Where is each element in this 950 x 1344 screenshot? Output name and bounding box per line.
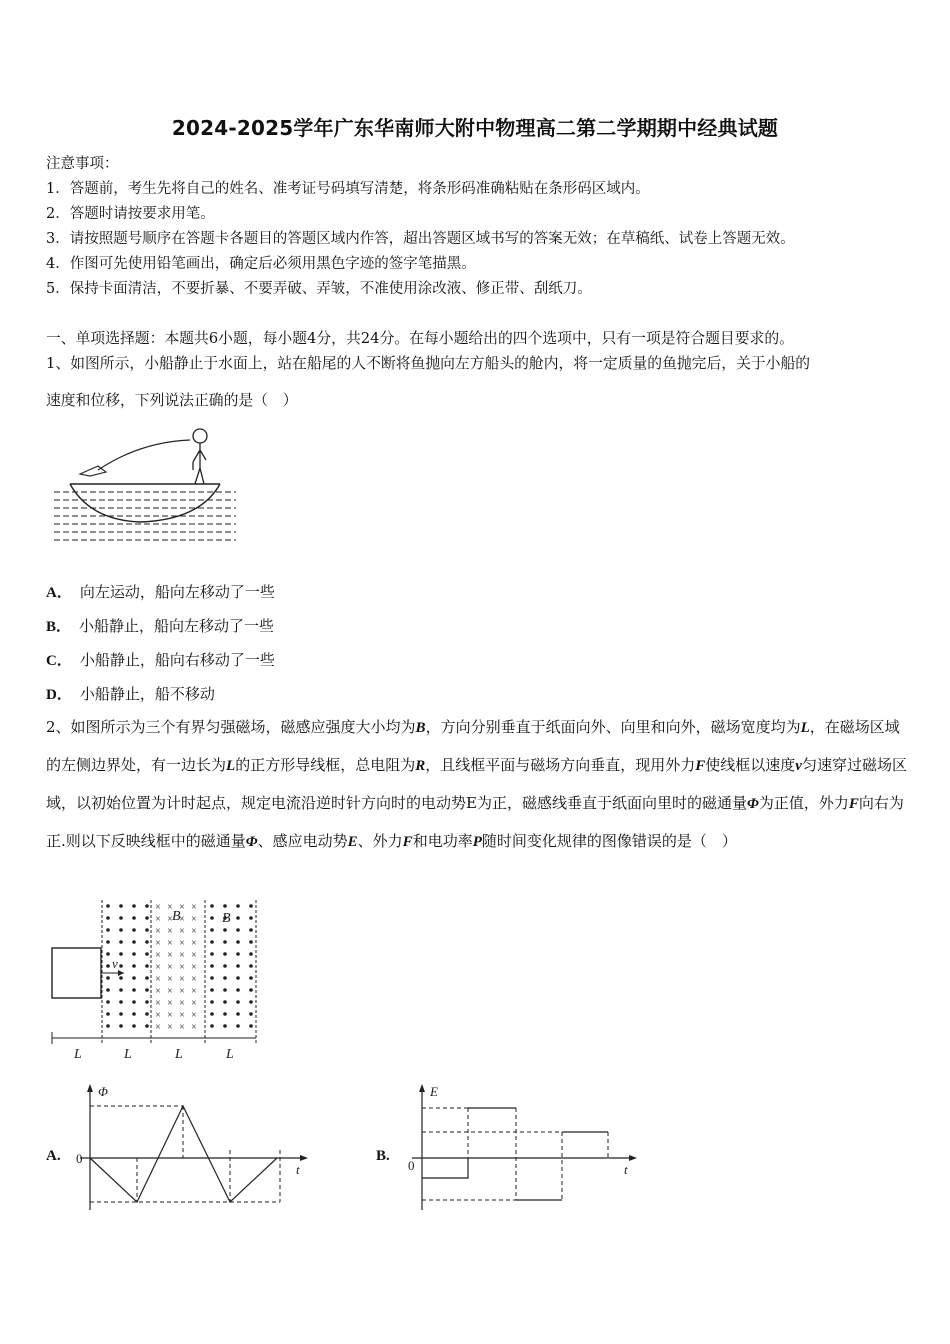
field-dot bbox=[119, 1012, 123, 1016]
field-dot bbox=[236, 1024, 240, 1028]
graph-b-origin: 0 bbox=[408, 1158, 415, 1173]
q2-text: ，在磁场区域的左侧边界处，有一边长为 bbox=[46, 718, 900, 774]
field-dot bbox=[119, 1000, 123, 1004]
option-text: 小船静止，船向右移动了一些 bbox=[79, 651, 275, 669]
field-cross: × bbox=[167, 902, 173, 913]
field-cross: × bbox=[179, 926, 185, 937]
field-cross: × bbox=[179, 962, 185, 973]
field-dot bbox=[119, 940, 123, 944]
field-dot bbox=[249, 988, 253, 992]
field-dot bbox=[106, 904, 110, 908]
field-dot bbox=[145, 1000, 149, 1004]
option-text: 小船静止，船不移动 bbox=[79, 685, 215, 703]
field-dot bbox=[223, 976, 227, 980]
velocity-label: v bbox=[112, 956, 118, 971]
q2-var: Φ bbox=[746, 796, 759, 812]
field-cross: × bbox=[155, 998, 161, 1009]
field-dot bbox=[106, 928, 110, 932]
q1-option-d bbox=[46, 683, 215, 704]
field-cross: × bbox=[167, 914, 173, 925]
q2-var: L bbox=[226, 758, 236, 774]
q2-var: Φ bbox=[245, 834, 258, 850]
field-cross: × bbox=[155, 974, 161, 985]
field-dot bbox=[106, 1012, 110, 1016]
field-cross: × bbox=[167, 938, 173, 949]
q2-var: R bbox=[415, 758, 426, 774]
field-dot bbox=[119, 928, 123, 932]
field-dot bbox=[145, 964, 149, 968]
field-dot bbox=[210, 1000, 214, 1004]
field-dot bbox=[145, 1024, 149, 1028]
q2-text: 随时间变化规律的图像错误的是（ ） bbox=[481, 832, 737, 850]
option-letter: B． bbox=[46, 619, 72, 635]
field-dot bbox=[223, 988, 227, 992]
field-dot bbox=[210, 904, 214, 908]
field-dot bbox=[236, 928, 240, 932]
field-dot bbox=[132, 940, 136, 944]
q2-var: E bbox=[347, 834, 358, 850]
field-dot bbox=[249, 964, 253, 968]
field-dot bbox=[249, 1024, 253, 1028]
field-dot bbox=[132, 964, 136, 968]
field-cross: × bbox=[179, 998, 185, 1009]
width-label-2: L bbox=[124, 1047, 132, 1062]
field-dots-out-2 bbox=[210, 904, 253, 1028]
q1-stem-line2: 速度和位移，下列说法正确的是（ ） bbox=[46, 392, 298, 409]
width-label-1: L bbox=[74, 1047, 82, 1062]
q2-text: 的正方形导线框，总电阻为 bbox=[235, 756, 416, 774]
field-dot bbox=[249, 1012, 253, 1016]
option-letter: D． bbox=[46, 687, 72, 703]
graph-a-xlabel: t bbox=[296, 1162, 300, 1177]
field-cross: × bbox=[167, 986, 173, 997]
field-cross: × bbox=[155, 962, 161, 973]
q2-stem bbox=[46, 709, 908, 861]
field-dot bbox=[132, 988, 136, 992]
field-dot bbox=[236, 940, 240, 944]
q2-var: B bbox=[415, 720, 426, 736]
field-dot bbox=[236, 964, 240, 968]
q2-text: 匀速穿过磁场区域，以初始位置为计时起点，规定电流沿逆时针方向时的电动势E为正，磁感线垂直于纸面向里时的磁通量 bbox=[46, 756, 907, 812]
graph-b-ylabel: E bbox=[430, 1084, 438, 1099]
field-cross: × bbox=[179, 950, 185, 961]
graph-a-origin: 0 bbox=[76, 1151, 83, 1166]
field-cross: × bbox=[167, 998, 173, 1009]
field-dot bbox=[223, 1024, 227, 1028]
field-cross: × bbox=[191, 974, 197, 985]
notice-item-4: 4．作图可先使用铅笔画出，确定后必须用黑色字迹的签字笔描黑。 bbox=[46, 256, 476, 272]
width-label-3: L bbox=[175, 1047, 183, 1062]
field-dot bbox=[132, 1024, 136, 1028]
notice-heading: 注意事项： bbox=[46, 156, 119, 172]
field-cross: × bbox=[155, 938, 161, 949]
graph-a-ylabel: Φ bbox=[98, 1084, 108, 1099]
field-dot bbox=[145, 976, 149, 980]
field-cross: × bbox=[155, 1010, 161, 1021]
field-dot bbox=[236, 1000, 240, 1004]
field-cross: × bbox=[191, 950, 197, 961]
field-dot bbox=[145, 940, 149, 944]
field-cross: × bbox=[167, 962, 173, 973]
field-cross: × bbox=[191, 962, 197, 973]
field-cross: × bbox=[179, 974, 185, 985]
q2-var: P bbox=[472, 834, 482, 850]
q2-text: ，方向分别垂直于纸面向外、向里和向外，磁场宽度均为 bbox=[425, 718, 801, 736]
field-cross: × bbox=[167, 1010, 173, 1021]
graph-b-xlabel: t bbox=[624, 1162, 628, 1177]
field-dot bbox=[210, 1024, 214, 1028]
field-dot bbox=[249, 976, 253, 980]
field-dot bbox=[223, 940, 227, 944]
field-dot bbox=[210, 940, 214, 944]
q2-var: L bbox=[800, 720, 810, 736]
field-dot bbox=[119, 952, 123, 956]
field-dot bbox=[106, 940, 110, 944]
field-dot bbox=[132, 916, 136, 920]
q2-var: F bbox=[848, 796, 859, 812]
field-dot bbox=[236, 976, 240, 980]
field-cross: × bbox=[155, 1022, 161, 1033]
notice-item-5: 5．保持卡面清洁，不要折暴、不要弄破、弄皱，不准使用涂改液、修正带、刮纸刀。 bbox=[46, 281, 592, 297]
field-dot bbox=[236, 904, 240, 908]
q2-text: 、感应电动势 bbox=[257, 832, 348, 850]
q1-option-a bbox=[46, 581, 275, 602]
option-letter: C． bbox=[46, 653, 72, 669]
field-cross: × bbox=[155, 926, 161, 937]
field-cross: × bbox=[179, 1010, 185, 1021]
field-dot bbox=[106, 916, 110, 920]
field-dot bbox=[249, 952, 253, 956]
section-heading: 一、单项选择题：本题共6小题，每小题4分，共24分。在每小题给出的四个选项中，只有一项是符合题目要求的。 bbox=[46, 330, 794, 347]
q2-text: ，且线框平面与磁场方向垂直，现用外力 bbox=[425, 756, 696, 774]
field-cross: × bbox=[179, 938, 185, 949]
notice-item-3: 3．请按照题号顺序在答题卡各题目的答题区域内作答，超出答题区域书写的答案无效；在草稿纸、试卷上答题无效。 bbox=[46, 231, 795, 247]
field-dot bbox=[236, 952, 240, 956]
q2-text: 使线框以速度 bbox=[705, 756, 796, 774]
field-dot bbox=[223, 904, 227, 908]
field-dot bbox=[210, 988, 214, 992]
field-dot bbox=[132, 928, 136, 932]
field-dot bbox=[223, 1000, 227, 1004]
field-cross: × bbox=[191, 1010, 197, 1021]
field-dot bbox=[132, 904, 136, 908]
field-dot bbox=[236, 916, 240, 920]
field-dot bbox=[132, 952, 136, 956]
field-cross: × bbox=[179, 986, 185, 997]
option-letter: A． bbox=[46, 585, 72, 601]
q2-option-a-letter: A. bbox=[46, 1148, 61, 1164]
field-cross: × bbox=[191, 926, 197, 937]
field-dot bbox=[236, 1012, 240, 1016]
field-cross: × bbox=[155, 914, 161, 925]
field-cross: × bbox=[191, 998, 197, 1009]
q2-text: 和电功率 bbox=[412, 832, 473, 850]
field-dot bbox=[119, 988, 123, 992]
field-dot bbox=[223, 928, 227, 932]
field-dot bbox=[210, 964, 214, 968]
q1-option-b bbox=[46, 615, 274, 636]
q2-text: 向右为正.则以下反映线框中的磁通量 bbox=[46, 794, 904, 850]
field-dot bbox=[145, 952, 149, 956]
graph-a-flux bbox=[70, 1078, 320, 1218]
field-dot bbox=[249, 1000, 253, 1004]
field-cross: × bbox=[167, 950, 173, 961]
field-dot bbox=[145, 928, 149, 932]
field-dot bbox=[249, 904, 253, 908]
field-dot bbox=[106, 964, 110, 968]
field-dot bbox=[119, 976, 123, 980]
field-dot bbox=[145, 1012, 149, 1016]
q1-stem-line1: 1、如图所示，小船静止于水面上，站在船尾的人不断将鱼抛向左方船头的舱内，将一定质量的鱼抛完后，关于小船的 bbox=[46, 355, 811, 372]
q2-option-b-letter: B. bbox=[376, 1148, 390, 1164]
field-dot bbox=[223, 952, 227, 956]
q2-text: 为正值，外力 bbox=[758, 794, 849, 812]
field-dot bbox=[210, 1012, 214, 1016]
field-dot bbox=[106, 1024, 110, 1028]
field-dot bbox=[106, 988, 110, 992]
field-dot bbox=[210, 928, 214, 932]
field-cross: × bbox=[155, 986, 161, 997]
field-dot bbox=[223, 964, 227, 968]
field-cross: × bbox=[179, 902, 185, 913]
field-cross: × bbox=[167, 974, 173, 985]
field-dot bbox=[249, 916, 253, 920]
field-dot bbox=[106, 976, 110, 980]
field-dot bbox=[249, 940, 253, 944]
q2-text: 、外力 bbox=[357, 832, 403, 850]
q1-option-c bbox=[46, 649, 275, 670]
field-dot bbox=[210, 976, 214, 980]
notice-item-1: 1．答题前，考生先将自己的姓名、准考证号码填写清楚，将条形码准确粘贴在条形码区域内。 bbox=[46, 181, 650, 197]
field-cross: × bbox=[155, 950, 161, 961]
graph-b-emf bbox=[398, 1078, 648, 1218]
field-cross: × bbox=[167, 1022, 173, 1033]
field-b-label-1: B bbox=[172, 909, 181, 924]
field-cross: × bbox=[191, 902, 197, 913]
wire-frame bbox=[52, 948, 101, 998]
field-dot bbox=[249, 928, 253, 932]
field-dot bbox=[106, 1000, 110, 1004]
field-dot bbox=[210, 952, 214, 956]
option-text: 小船静止，船向左移动了一些 bbox=[79, 617, 275, 635]
field-cross: × bbox=[191, 938, 197, 949]
field-dot bbox=[223, 1012, 227, 1016]
field-b-label-2: B bbox=[222, 911, 231, 926]
width-label-4: L bbox=[226, 1047, 234, 1062]
field-dot bbox=[210, 916, 214, 920]
q2-var: F bbox=[402, 834, 413, 850]
q2-text: 2、如图所示为三个有界匀强磁场，磁感应强度大小均为 bbox=[46, 718, 416, 736]
field-dot bbox=[145, 904, 149, 908]
boat-figure bbox=[50, 422, 240, 552]
field-cross: × bbox=[191, 914, 197, 925]
option-text: 向左运动，船向左移动了一些 bbox=[79, 583, 275, 601]
field-dot bbox=[145, 988, 149, 992]
field-dot bbox=[236, 988, 240, 992]
q2-var: F bbox=[695, 758, 706, 774]
field-dot bbox=[132, 976, 136, 980]
field-cross: × bbox=[191, 986, 197, 997]
field-dot bbox=[119, 964, 123, 968]
field-cross: × bbox=[155, 902, 161, 913]
q2-var: v bbox=[795, 758, 802, 774]
field-cross: × bbox=[167, 926, 173, 937]
magnetic-field-figure bbox=[48, 898, 268, 1066]
notice-item-2: 2．答题时请按要求用笔。 bbox=[46, 206, 215, 222]
page-title: 2024-2025学年广东华南师大附中物理高二第二学期期中经典试题 bbox=[171, 116, 779, 140]
field-dot bbox=[132, 1000, 136, 1004]
field-cross: × bbox=[179, 914, 185, 925]
field-cross: × bbox=[191, 1022, 197, 1033]
graph-b-curve bbox=[422, 1108, 608, 1200]
field-dot bbox=[119, 1024, 123, 1028]
field-dot bbox=[145, 916, 149, 920]
field-cross: × bbox=[179, 1022, 185, 1033]
field-dot bbox=[106, 952, 110, 956]
field-dot bbox=[119, 904, 123, 908]
field-dot bbox=[119, 916, 123, 920]
field-dot bbox=[132, 1012, 136, 1016]
